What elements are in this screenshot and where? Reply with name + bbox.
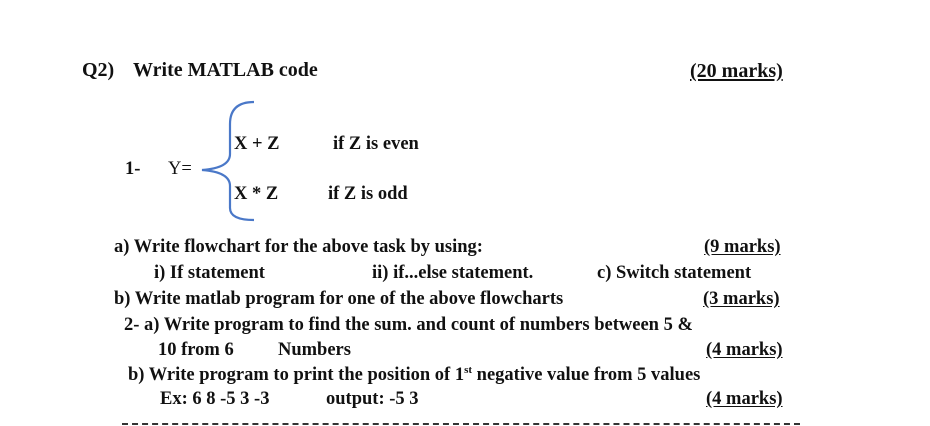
part2-b-text xyxy=(128,363,701,385)
part1-number: 1- xyxy=(125,159,141,179)
part2-a-line2-left: 10 from 6 xyxy=(158,340,234,360)
option-if-else: ii) if...else statement. xyxy=(372,263,534,283)
curly-brace-icon xyxy=(192,96,262,236)
part1-a-marks: (9 marks) xyxy=(704,237,781,257)
part2-a-marks: (4 marks) xyxy=(706,340,783,360)
part1-b-text: b) Write matlab program for one of the above flowcharts xyxy=(114,289,564,309)
option-if: i) If statement xyxy=(154,263,265,283)
case-2-condition: if Z is odd xyxy=(328,184,408,204)
part1-a-text: a) Write flowchart for the above task by using: xyxy=(114,237,483,257)
dashed-divider xyxy=(122,423,800,425)
question-title: Write MATLAB code xyxy=(133,59,318,81)
case-1-condition: if Z is even xyxy=(333,134,419,154)
question-number: Q2) xyxy=(82,59,115,81)
part2-b-marks: (4 marks) xyxy=(706,389,783,409)
case-2-expr: X * Z xyxy=(234,184,279,204)
part2-output: output: -5 3 xyxy=(326,389,419,409)
part1-b-marks: (3 marks) xyxy=(703,289,780,309)
part2-b-sup: st xyxy=(464,363,473,376)
part2-a-line2-mid: Numbers xyxy=(278,340,351,360)
option-switch: c) Switch statement xyxy=(597,263,752,283)
question-marks: (20 marks) xyxy=(690,60,783,82)
part1-lhs: Y= xyxy=(168,159,192,179)
case-1-expr: X + Z xyxy=(234,134,280,154)
part2-example: Ex: 6 8 -5 3 -3 xyxy=(160,389,270,409)
part2-a-line1: 2- a) Write program to find the sum. and count of numbers between 5 & xyxy=(124,315,693,335)
part2-b-text-before: b) Write program to print the position of 1 xyxy=(128,365,465,385)
part2-b-text-after: negative value from 5 values xyxy=(472,365,701,385)
